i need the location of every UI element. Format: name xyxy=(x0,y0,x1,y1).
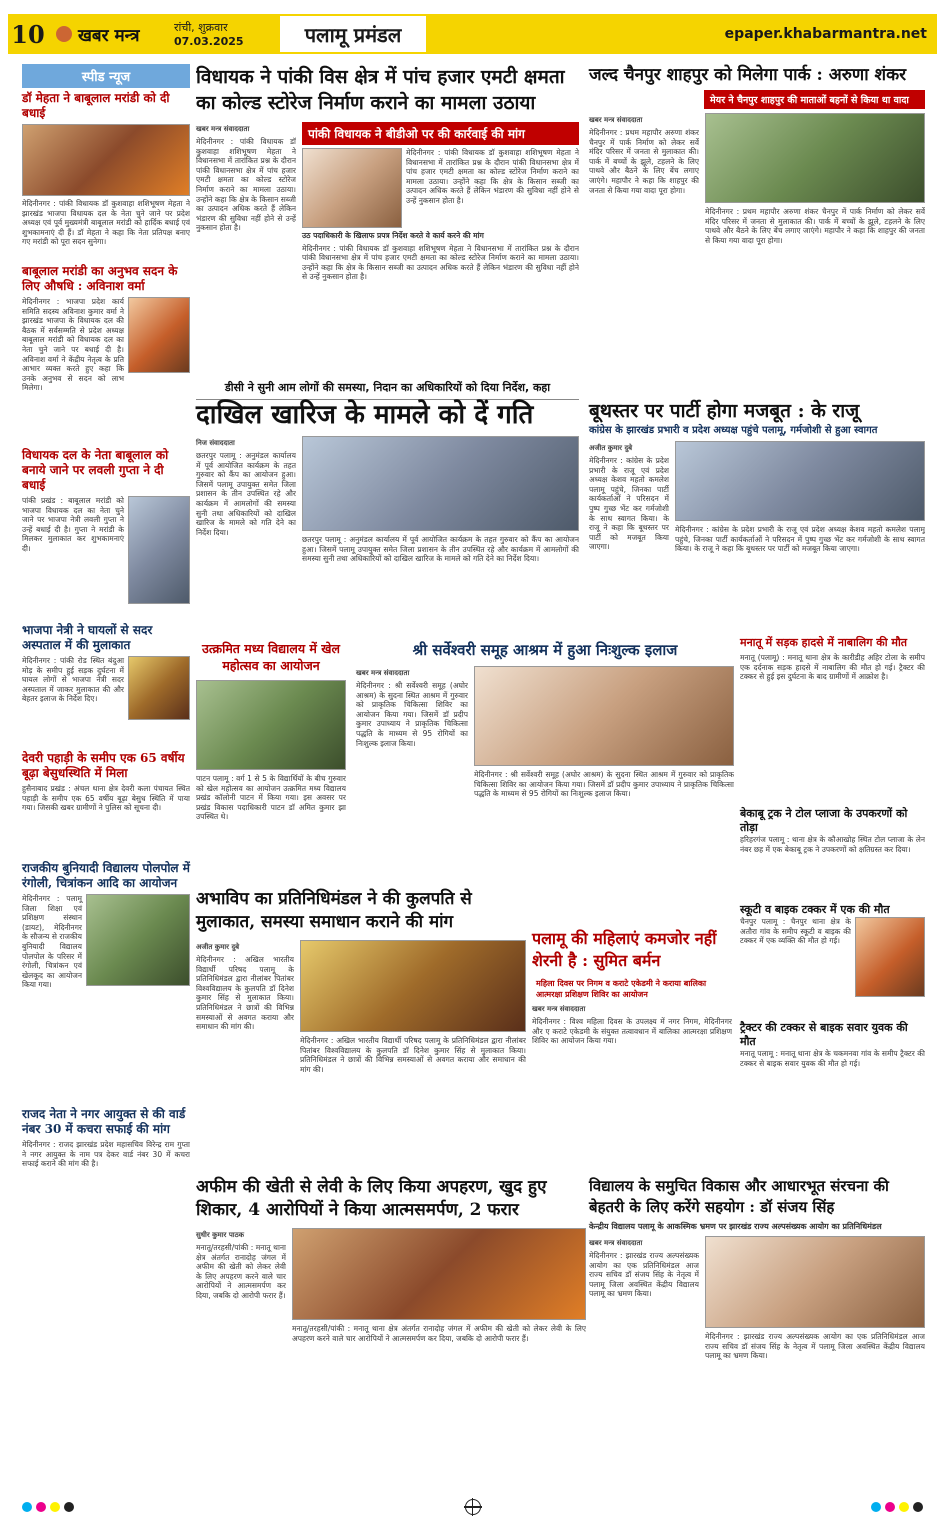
story6-banner: मेयर ने चैनपुर शाहपुर की माताओं बहनों से किया था वादा xyxy=(704,90,925,109)
story6-headline: जल्द चैनपुर शाहपुर को मिलेगा पार्क : अरुणा शंकर xyxy=(589,65,907,85)
story5-headline: अभाविप का प्रतिनिधिमंडल ने की कुलपति से मुलाकात, समस्या समाधान कराने की मांग xyxy=(196,889,472,932)
left-headline-7: राजद नेता ने नगर आयुक्त से की वार्ड नंबर 30 में कचरा सफाई की मांग xyxy=(22,1107,186,1136)
color-dots-left xyxy=(22,1502,74,1512)
story5-text: मेदिनीनगर : अखिल भारतीय विद्यार्थी परिषद पलामू के प्रतिनिधिमंडल द्वारा नीलांबर पितांबर विश्वविद्यालय के कुलपति डॉ दिनेश कुमार सिंह से मुलाकात किया। प्रतिनिधिमंडल ने छात्रों की विभिन्न समस्याओं से अवगत कराया और समाधान की मांग की। xyxy=(196,955,294,1032)
story4-text-2: मेदिनीनगर : श्री सर्वेश्वरी समूह (अघोर आश्रम) के सुदना स्थित आश्रम में गुरुवार को प्राकृतिक चिकित्सा शिविर का आयोजन किया गया। जिसमें डॉ प्रदीप कुमार उपाध्याय ने प्राकृतिक चिकित्सा पद्धति के माध्यम से 95 रोगियों का निःशुल्क इलाज किया। xyxy=(474,770,734,799)
photo-abvp xyxy=(300,940,526,1032)
photo-mla xyxy=(302,148,402,228)
story2-byline: निज संवाददाता xyxy=(196,439,235,447)
left-headline-1: डॉ मेहता ने बाबूलाल मरांडी को दी बधाई xyxy=(22,91,170,120)
story4-text: मेदिनीनगर : श्री सर्वेश्वरी समूह (अघोर आश्रम) के सुदना स्थित आश्रम में गुरुवार को प्राकृतिक चिकित्सा शिविर का आयोजन किया गया। जिसमें डॉ प्रदीप कुमार उपाध्याय ने प्राकृतिक चिकित्सा पद्धति के माध्यम से 95 रोगियों का निःशुल्क इलाज किया। xyxy=(356,681,468,748)
date: 07.03.2025 xyxy=(174,35,244,48)
left-text-5: हुसैनाबाद प्रखंड : अंचल थाना क्षेत्र देवरी कला पंचायत स्थित पहाड़ी के समीप एक 65 वर्षीय बूढ़ा बेसुध स्थिति में पाया गया। जिसकी खबर ग्रामीणों ने पुलिस को सूचना दी। xyxy=(22,784,190,813)
story1-text-3: मेदिनीनगर : पांकी विधायक डॉ कुशवाहा शशिभूषण मेहता ने विधानसभा में तारांकित प्रश्न के दौरान पांकी विधानसभा क्षेत्र में पांच हजार एमटी क्षमता का कोल्ड स्टोरेज निर्माण कराने का मामला उठाया। उन्होंने कहा कि क्षेत्र के किसान सब्जी का उत्पादन अधिक करते हैं लेकिन भंडारण की सुविधा नहीं होने से उन्हें नुकसान होता है। xyxy=(302,243,579,282)
photo-school xyxy=(705,1236,925,1328)
story8-headline-3: स्कूटी व बाइक टक्कर में एक की मौत xyxy=(740,903,890,916)
story3-headline: उत्क्रमित मध्य विद्यालय में खेल महोत्सव का आयोजन xyxy=(202,641,340,673)
left-text-4: मेदिनीनगर : पांकी रोड स्थित बंदुआ मोड़ के समीप हुई सड़क दुर्घटना में घायल लोगों से भाजपा नेत्री सदर अस्पताल में जाकर मुलाकात की और बेहतर इलाज के निर्देश दिए। xyxy=(22,656,124,704)
story11-headline: विद्यालय के समुचित विकास और आधारभूत संरचना की बेहतरी के लिए करेंगे सहयोग : डॉ संजय सिंह xyxy=(589,1177,889,1216)
story7-text-2: मेदिनीनगर : कांग्रेस के प्रदेश प्रभारी के राजू एवं प्रदेश अध्यक्ष केशव महतो कमलेश पलामू पहुंचे, जिनका पार्टी कार्यकर्ताओं ने परिसदन में पुष्प गुच्छ भेंट कर गर्मजोशी के साथ स्वागत किया। के राजू ने कहा कि बूथस्तर पर पार्टी को मजबूत किया जाएगा। xyxy=(675,525,925,554)
story8-text: मनातू (पलामू) : मनातू थाना क्षेत्र के कारीडीह अहिर टोला के समीप एक दर्दनाक सड़क हादसे में नाबालिग की मौत हो गई। ट्रैक्टर की टक्कर से हुई इस दुर्घटना के बाद ग्रामीणों में आक्रोश है। xyxy=(740,653,925,682)
story6-text: मेदिनीनगर : प्रथम महापौर अरुणा शंकर चैनपुर में पार्क निर्माण को लेकर सर्वे मंदिर परिसर में जनता से मुलाकात की। पार्क में बच्चों के झूले, टहलने के लिए पाथवे और बैठने के लिए बेंच लगाए जाएंगे। महापौर ने कहा कि शाहपुर की जनता से किया गया वादा पूरा होगा। xyxy=(589,128,699,195)
dateline xyxy=(168,14,278,54)
photo-hospital xyxy=(128,656,190,720)
story1-text: मेदिनीनगर : पांकी विधायक डॉ कुशवाहा शशिभूषण मेहता ने विधानसभा में तारांकित प्रश्न के दौरान पांकी विधानसभा क्षेत्र में पांच हजार एमटी क्षमता का कोल्ड स्टोरेज निर्माण कराने का मामला उठाया। उन्होंने कहा कि क्षेत्र के किसान सब्जी का उत्पादन अधिक करते हैं लेकिन भंडारण की सुविधा नहीं होने से उन्हें नुकसान होता है। xyxy=(196,137,296,233)
left-column xyxy=(22,64,190,1494)
story10-headline: अफीम की खेती से लेवी के लिए किया अपहरण, खुद हुए शिकार, 4 आरोपियों ने किया आत्मसमर्पण, 2 फरार xyxy=(196,1177,547,1220)
story8 xyxy=(740,636,925,1089)
cyan-dot xyxy=(871,1502,881,1512)
photo-congress xyxy=(675,441,925,521)
story1-caption: उठ पदाधिकारी के खिलाफ प्रपत्र निर्देश करते वे कार्य करने की मांग xyxy=(302,231,484,240)
print-registration-strip xyxy=(0,1497,945,1517)
story9-text: मेदिनीनगर : विश्व महिला दिवस के उपलक्ष्य में नगर निगम, मेदिनीनगर और ए कराटे एकेडमी के संयुक्त तत्वावधान में बालिका आत्मरक्षा प्रशिक्षण शिविर का आयोजन किया गया। xyxy=(532,1017,732,1046)
photo-ashram xyxy=(474,666,734,766)
story7 xyxy=(589,398,925,640)
story1-banner: डीसी ने सुनी आम लोगों की समस्या, निदान का अधिकारियों को दिया निर्देश, कहा xyxy=(196,376,579,400)
photo-camp xyxy=(302,436,579,531)
magenta-dot xyxy=(885,1502,895,1512)
left-headline-3: विधायक दल के नेता बाबूलाल को बनाये जाने पर लवली गुप्ता ने दी बधाई xyxy=(22,448,169,492)
story6-byline: खबर मन्त्र संवाददाता xyxy=(589,116,643,124)
story11-subhead: केन्द्रीय विद्यालय पलामू के आकस्मिक भ्रमण पर झारखंड राज्य अल्पसंख्यक आयोग का प्रतिनिधिमंडल xyxy=(589,1222,882,1231)
story8-text-3: चैनपुर पलामू : चैनपुर थाना क्षेत्र के अतौरा गांव के समीप स्कूटी व बाइक की टक्कर में एक व्यक्ति की मौत हो गई। xyxy=(740,917,851,946)
photo-park xyxy=(705,113,925,203)
story1-byline: खबर मन्त्र संवाददाता xyxy=(196,125,250,133)
story5 xyxy=(196,888,526,1163)
cyan-dot xyxy=(22,1502,32,1512)
story1-text-2: मेदिनीनगर : पांकी विधायक डॉ कुशवाहा शशिभूषण मेहता ने विधानसभा में तारांकित प्रश्न के दौरान पांकी विधानसभा क्षेत्र में पांच हजार एमटी क्षमता का कोल्ड स्टोरेज निर्माण कराने का मामला उठाया। उन्होंने कहा कि क्षेत्र के किसान सब्जी का उत्पादन अधिक करते हैं लेकिन भंडारण की सुविधा नहीं होने से उन्हें नुकसान होता है। xyxy=(406,148,579,205)
story4 xyxy=(356,640,734,881)
masthead xyxy=(8,14,937,54)
left-text-3: पांकी प्रखंड : बाबूलाल मरांडी को भाजपा विधायक दल का नेता चुने जाने पर भाजपा नेत्री लवली गुप्ता ने उन्हें बधाई दी है। गुप्ता ने मरांडी के मिलकर मुलाकात कर शुभकामनाएं दी। xyxy=(22,496,124,553)
photo-rangoli xyxy=(86,894,190,986)
photo-lovely-gupta xyxy=(128,496,190,604)
page-number: 10 xyxy=(8,14,48,54)
left-text-2: मेदिनीनगर : भाजपा प्रदेश कार्य समिति सदस्य अविनाश कुमार वर्मा ने झारखंड भाजपा के विधायक दल की बैठक में सर्वसम्मति से प्रदेश अध्यक्ष बाबूलाल मरांडी को विधायक दल का नेता चुने जाने पर बधाई दी है। अविनाश वर्मा ने केंद्रीय नेतृत्व के प्रति आभार व्यक्त करते हुए कहा कि उनके अनुभव से सदन को लाभ मिलेगा। xyxy=(22,297,124,393)
left-text-6: मेदिनीनगर : पलामू जिला शिक्षा एवं प्रशिक्षण संस्थान (डायट), मेदिनीनगर के सौजन्य से राजकीय बुनियादी विद्यालय पोलपोल के परिसर में रंगोली, चित्रांकन एवं खेलकूद का आयोजन किया गया। xyxy=(22,894,82,990)
story5-text-2: मेदिनीनगर : अखिल भारतीय विद्यार्थी परिषद पलामू के प्रतिनिधिमंडल द्वारा नीलांबर पितांबर विश्वविद्यालय के कुलपति डॉ दिनेश कुमार सिंह से मुलाकात किया। प्रतिनिधिमंडल ने छात्रों की विभिन्न समस्याओं से अवगत कराया और समाधान की मांग की। xyxy=(300,1036,526,1074)
story11-text-2: मेदिनीनगर : झारखंड राज्य अल्पसंख्यक आयोग का एक प्रतिनिधिमंडल आज राज्य सचिव डॉ संजय सिंह के नेतृत्व में पलामू जिला अवस्थित केंद्रीय विद्यालय पलामू का भ्रमण किया। xyxy=(705,1332,925,1361)
registration-mark-icon xyxy=(465,1499,481,1515)
photo-sports xyxy=(196,680,346,770)
story11 xyxy=(589,1176,925,1451)
story7-byline: अजीत कुमार दुबे xyxy=(589,444,633,452)
story11-text: मेदिनीनगर : झारखंड राज्य अल्पसंख्यक आयोग का एक प्रतिनिधिमंडल आज राज्य सचिव डॉ संजय सिंह के नेतृत्व में पलामू जिला अवस्थित केंद्रीय विद्यालय पलामू का भ्रमण किया। xyxy=(589,1251,699,1299)
story8-text-2: हरिहरगंज पलामू : थाना क्षेत्र के कौआखोह स्थित टोल प्लाजा के लेन नंबर छह में एक बेकाबू ट्रक ने उपकरणों को क्षतिग्रस्त कर दिया। xyxy=(740,835,925,854)
story9 xyxy=(532,928,732,1147)
story4-byline: खबर मन्त्र संवाददाता xyxy=(356,669,410,677)
city-day: रांची, शुक्रवार xyxy=(174,21,228,34)
color-dots-right xyxy=(871,1502,923,1512)
story2-headline: दाखिल खारिज के मामले को दें गति xyxy=(196,400,534,430)
story7-subhead: कांग्रेस के झारखंड प्रभारी व प्रदेश अध्यक्ष पहुंचे पलामू, गर्मजोशी से हुआ स्वागत xyxy=(589,425,878,436)
story3-text: पाटन पलामू : वर्ग 1 से 5 के विद्यार्थियों के बीच गुरुवार को खेल महोत्सव का आयोजन उत्क्रमित मध्य विद्यालय प्रखंड कॉलोनी पाटन में किया गया। इस अवसर पर प्रखंड विकास पदाधिकारी पाटन डॉ अमित कुमार झा उपस्थित थे। xyxy=(196,774,346,822)
story10-text-2: मनातू/तरहसी/पांकी : मनातू थाना क्षेत्र अंतर्गत रानादोह जंगल में अफीम की खेती को लेकर लेवी के लिए अपहरण करने वाले चार आरोपियों ने आत्मसमर्पण कर दिया, जबकि दो आरोपी फरार हैं। xyxy=(292,1324,586,1343)
left-headline-2: बाबूलाल मरांडी का अनुभव सदन के लिए औषधि : अविनाश वर्मा xyxy=(22,264,178,293)
story2 xyxy=(196,398,579,641)
story1-headline: विधायक ने पांकी विस क्षेत्र में पांच हजार एमटी क्षमता का कोल्ड स्टोरेज निर्माण कराने का मामला उठाया xyxy=(196,66,565,114)
story2-text: छतरपुर पलामू : अनुमंडल कार्यालय में पूर्व आयोजित कार्यक्रम के तहत गुरुवार को कैंप का आयोजन हुआ। जिसमें पलामू उपायुक्त समेत जिला प्रशासन के तीन उपस्थित रहे और कार्यक्रम में आमलोगों की समस्या सुनी तथा अधिकारियों को दाखिल खारिज के मामले को गति देने का निर्देश दिया। xyxy=(196,451,296,537)
left-headline-4: भाजपा नेत्री ने घायलों से सदर अस्पताल में की मुलाकात xyxy=(22,623,153,652)
story10-byline: सुधीर कुमार पाठक xyxy=(196,1231,245,1239)
story9-subhead: महिला दिवस पर निगम व कराटे एकेडमी ने कराया बालिका आत्मरक्षा प्रशिक्षण शिविर का आयोजन xyxy=(532,976,732,1002)
story3 xyxy=(196,640,346,914)
logo-icon xyxy=(56,26,72,42)
left-headline-5: देवरी पहाड़ी के समीप एक 65 वर्षीय बूढ़ा बेसुधस्थिति में मिला xyxy=(22,751,185,780)
black-dot xyxy=(913,1502,923,1512)
story7-headline: बूथस्तर पर पार्टी होगा मजबूत : के राजू xyxy=(589,400,860,422)
story9-byline: खबर मन्त्र संवाददाता xyxy=(532,1005,586,1013)
story5-byline: अजीत कुमार दुबे xyxy=(196,943,240,951)
photo-accident xyxy=(855,917,925,997)
story11-byline: खबर मन्त्र संवाददाता xyxy=(589,1239,643,1247)
brand-name: खबर मन्त्र xyxy=(78,25,140,46)
yellow-dot xyxy=(899,1502,909,1512)
speed-news-label: स्पीड न्यूज xyxy=(22,64,190,88)
story10 xyxy=(196,1176,586,1473)
yellow-dot xyxy=(50,1502,60,1512)
main-column-b xyxy=(589,64,925,368)
epaper-url[interactable]: epaper.khabarmantra.net xyxy=(428,14,937,54)
magenta-dot xyxy=(36,1502,46,1512)
left-headline-6: राजकीय बुनियादी विद्यालय पोलपोल में रंगोली, चित्रांकन आदि का आयोजन xyxy=(22,861,190,890)
story7-text: मेदिनीनगर : कांग्रेस के प्रदेश प्रभारी के राजू एवं प्रदेश अध्यक्ष केशव महतो कमलेश पलामू पहुंचे, जिनका पार्टी कार्यकर्ताओं ने परिसदन में पुष्प गुच्छ भेंट कर गर्मजोशी के साथ स्वागत किया। के राजू ने कहा कि बूथस्तर पर पार्टी को मजबूत किया जाएगा। xyxy=(589,456,669,552)
story4-headline: श्री सर्वेश्वरी समूह आश्रम में हुआ निःशुल्क इलाज xyxy=(412,641,678,659)
story8-text-4: मनातू पलामू : मनातू थाना क्षेत्र के चकमनवा गांव के समीप ट्रैक्टर की टक्कर से बाइक सवार युवक की मौत हो गई। xyxy=(740,1049,925,1068)
story10-text: मनातू/तरहसी/पांकी : मनातू थाना क्षेत्र अंतर्गत रानादोह जंगल में अफीम की खेती को लेकर लेवी के लिए अपहरण करने वाले चार आरोपियों ने आत्मसमर्पण कर दिया, जबकि दो आरोपी फरार हैं। xyxy=(196,1243,286,1300)
story2-text-2: छतरपुर पलामू : अनुमंडल कार्यालय में पूर्व आयोजित कार्यक्रम के तहत गुरुवार को कैंप का आयोजन हुआ। जिसमें पलामू उपायुक्त समेत जिला प्रशासन के तीन उपस्थित रहे और कार्यक्रम में आमलोगों की समस्या सुनी तथा अधिकारियों को दाखिल खारिज के मामले को गति देने का निर्देश दिया। xyxy=(302,535,579,564)
story8-headline-2: बेकाबू ट्रक ने टोल प्लाजा के उपकरणों को तोड़ा xyxy=(740,807,908,834)
left-text-7: मेदिनीनगर : राजद झारखंड प्रदेश महासचिव विरेन्द्र राम गुप्ता ने नगर आयुक्त के नाम पत्र देकर वार्ड नंबर 30 में कचरा सफाई कराने की मांग की है। xyxy=(22,1140,190,1169)
story1-subhead: पांकी विधायक ने बीडीओ पर की कार्रवाई की मांग xyxy=(302,122,579,145)
brand-logo xyxy=(48,14,168,54)
story8-headline: मनातू में सड़क हादसे में नाबालिग की मौत xyxy=(740,636,908,649)
story8-headline-4: ट्रैक्टर की टक्कर से बाइक सवार युवक की मौत xyxy=(740,1021,908,1048)
story9-headline: पलामू की महिलाएं कमजोर नहीं शेरनी है : सुमित बर्मन xyxy=(532,929,717,970)
photo-mehta xyxy=(22,124,190,196)
main-column-a xyxy=(196,64,579,302)
section-title: पलामू प्रमंडल xyxy=(278,14,428,54)
left-text-1: मेदिनीनगर : पांकी विधायक डॉ कुशवाहा शशिभूषण मेहता ने झारखंड भाजपा विधायक दल के नेता चुने जाने पर प्रदेश अध्यक्ष एवं पूर्व मुख्यमंत्री बाबूलाल मरांडी को हार्दिक बधाई एवं शुभकामनाएं दी हैं। डॉ मेहता ने कहा कि नेता प्रतिपक्ष बनाए गए मरांडी को पूरा सदन सुनेगा। xyxy=(22,199,190,247)
story6-text-2: मेदिनीनगर : प्रथम महापौर अरुणा शंकर चैनपुर में पार्क निर्माण को लेकर सर्वे मंदिर परिसर में जनता से मुलाकात की। पार्क में बच्चों के झूले, टहलने के लिए पाथवे और बैठने के लिए बेंच लगाए जाएंगे। महापौर ने कहा कि शाहपुर की जनता से किया गया वादा पूरा होगा। xyxy=(705,207,925,245)
photo-arrested xyxy=(292,1228,586,1320)
black-dot xyxy=(64,1502,74,1512)
photo-avinash xyxy=(128,297,190,373)
